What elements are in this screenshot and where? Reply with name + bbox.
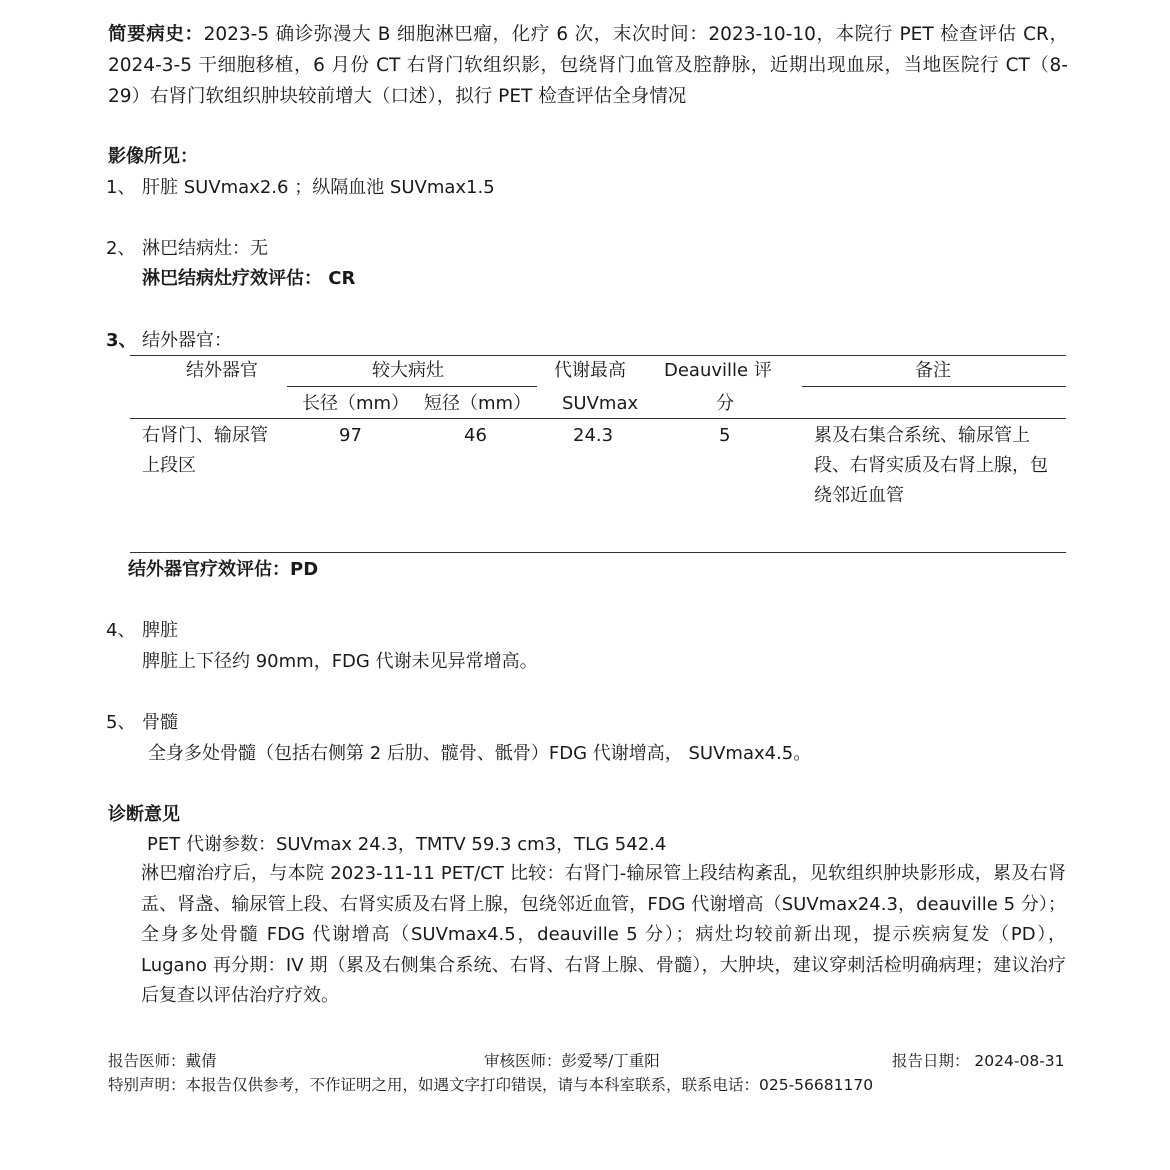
findings-title: 影像所见：	[108, 146, 198, 167]
header-short-diameter: 短径（mm）	[424, 393, 532, 414]
row-short-diameter: 46	[464, 425, 487, 446]
diagnosis-text: 淋巴瘤治疗后，与本院 2023-11-11 PET/CT 比较：右肾门-输尿管上段结构紊乱，见软组织肿块影形成，累及右肾盂、肾盏、输尿管上段、右肾实质及右肾上腺，包绕邻近血管，FDG 代谢增高（SUVmax24.3，deauville 5 分）；全身多处骨髓 FDG 代谢增高（SUVmax4.5，deauville 5 分）；病灶均较前新出现，提示疾病复发（PD），Lugano 再分期：IV 期（累及右侧集合系统、右肾、右肾上腺、骨髓），大肿块，建议穿刺活检明确病理；建议治疗后复查以评估治疗疗效。	[141, 863, 1066, 1006]
header-suv-line2: SUVmax	[562, 393, 639, 414]
row-suvmax: 24.3	[573, 425, 614, 446]
item-1-number: 1、	[106, 177, 136, 198]
row-long-diameter: 97	[339, 425, 362, 446]
lymph-node-assessment: 淋巴结病灶疗效评估： CR	[142, 268, 356, 289]
header-deauville-line2: 分	[716, 393, 734, 414]
header-suv-line1: 代谢最高	[554, 360, 626, 381]
header-deauville-line1: Deauville 评	[664, 360, 772, 381]
brief-history	[108, 19, 1068, 112]
reporter: 报告医师：戴倩	[108, 1052, 217, 1070]
remark-rule	[802, 386, 1066, 387]
item-4-text: 脾脏上下径约 90mm，FDG 代谢未见异常增高。	[142, 651, 538, 672]
header-remark: 备注	[915, 360, 951, 381]
report-date: 报告日期： 2024-08-31	[892, 1052, 1065, 1070]
lesion-group-rule	[287, 386, 537, 387]
item-3-number: 3、	[106, 330, 137, 351]
extranodal-assessment: 结外器官疗效评估：PD	[128, 559, 319, 580]
history-text: 2023-5 确诊弥漫大 B 细胞淋巴瘤，化疗 6 次，末次时间：2023-10-10，本院行 PET 检查评估 CR，2024-3-5 干细胞移植，6 月份 CT 右肾门软组织影，包绕肾门血管及腔静脉，近期出现血尿，当地医院行 CT（8-29）右肾门软组织肿块较前增大（口述），拟行 PET 检查评估全身情况	[108, 24, 1068, 107]
item-1-text: 肝脏 SUVmax2.6 ；纵隔血池 SUVmax1.5	[142, 177, 495, 198]
item-5-title: 骨髓	[142, 712, 178, 733]
table-bottom-rule	[130, 552, 1066, 553]
reviewer: 审核医师：彭爱琴/丁重阳	[484, 1052, 660, 1070]
item-2-number: 2、	[106, 238, 136, 259]
history-label: 简要病史：	[108, 24, 204, 45]
disclaimer: 特别声明：本报告仅供参考，不作证明之用，如遇文字打印错误，请与本科室联系，联系电话：025-56681170	[108, 1076, 874, 1094]
row-remark: 累及右集合系统、输尿管上段、右肾实质及右肾上腺，包绕邻近血管	[814, 425, 1048, 506]
item-3-text: 结外器官：	[142, 330, 232, 351]
header-larger-lesion: 较大病灶	[372, 360, 444, 381]
item-5-text: 全身多处骨髓（包括右侧第 2 后肋、髋骨、骶骨）FDG 代谢增高， SUVmax4.5。	[148, 743, 812, 764]
item-4-number: 4、	[106, 620, 136, 641]
row-deauville: 5	[719, 425, 731, 446]
item-5-number: 5、	[106, 712, 136, 733]
header-organ: 结外器官	[186, 360, 258, 381]
diagnosis-title: 诊断意见	[108, 804, 180, 825]
diagnosis-params: PET 代谢参数：SUVmax 24.3，TMTV 59.3 cm3，TLG 542.4	[147, 834, 667, 855]
row-organ: 右肾门、输尿管上段区	[142, 425, 268, 476]
header-long-diameter: 长径（mm）	[302, 393, 410, 414]
item-4-title: 脾脏	[142, 620, 178, 641]
item-2-text: 淋巴结病灶：无	[142, 238, 268, 259]
